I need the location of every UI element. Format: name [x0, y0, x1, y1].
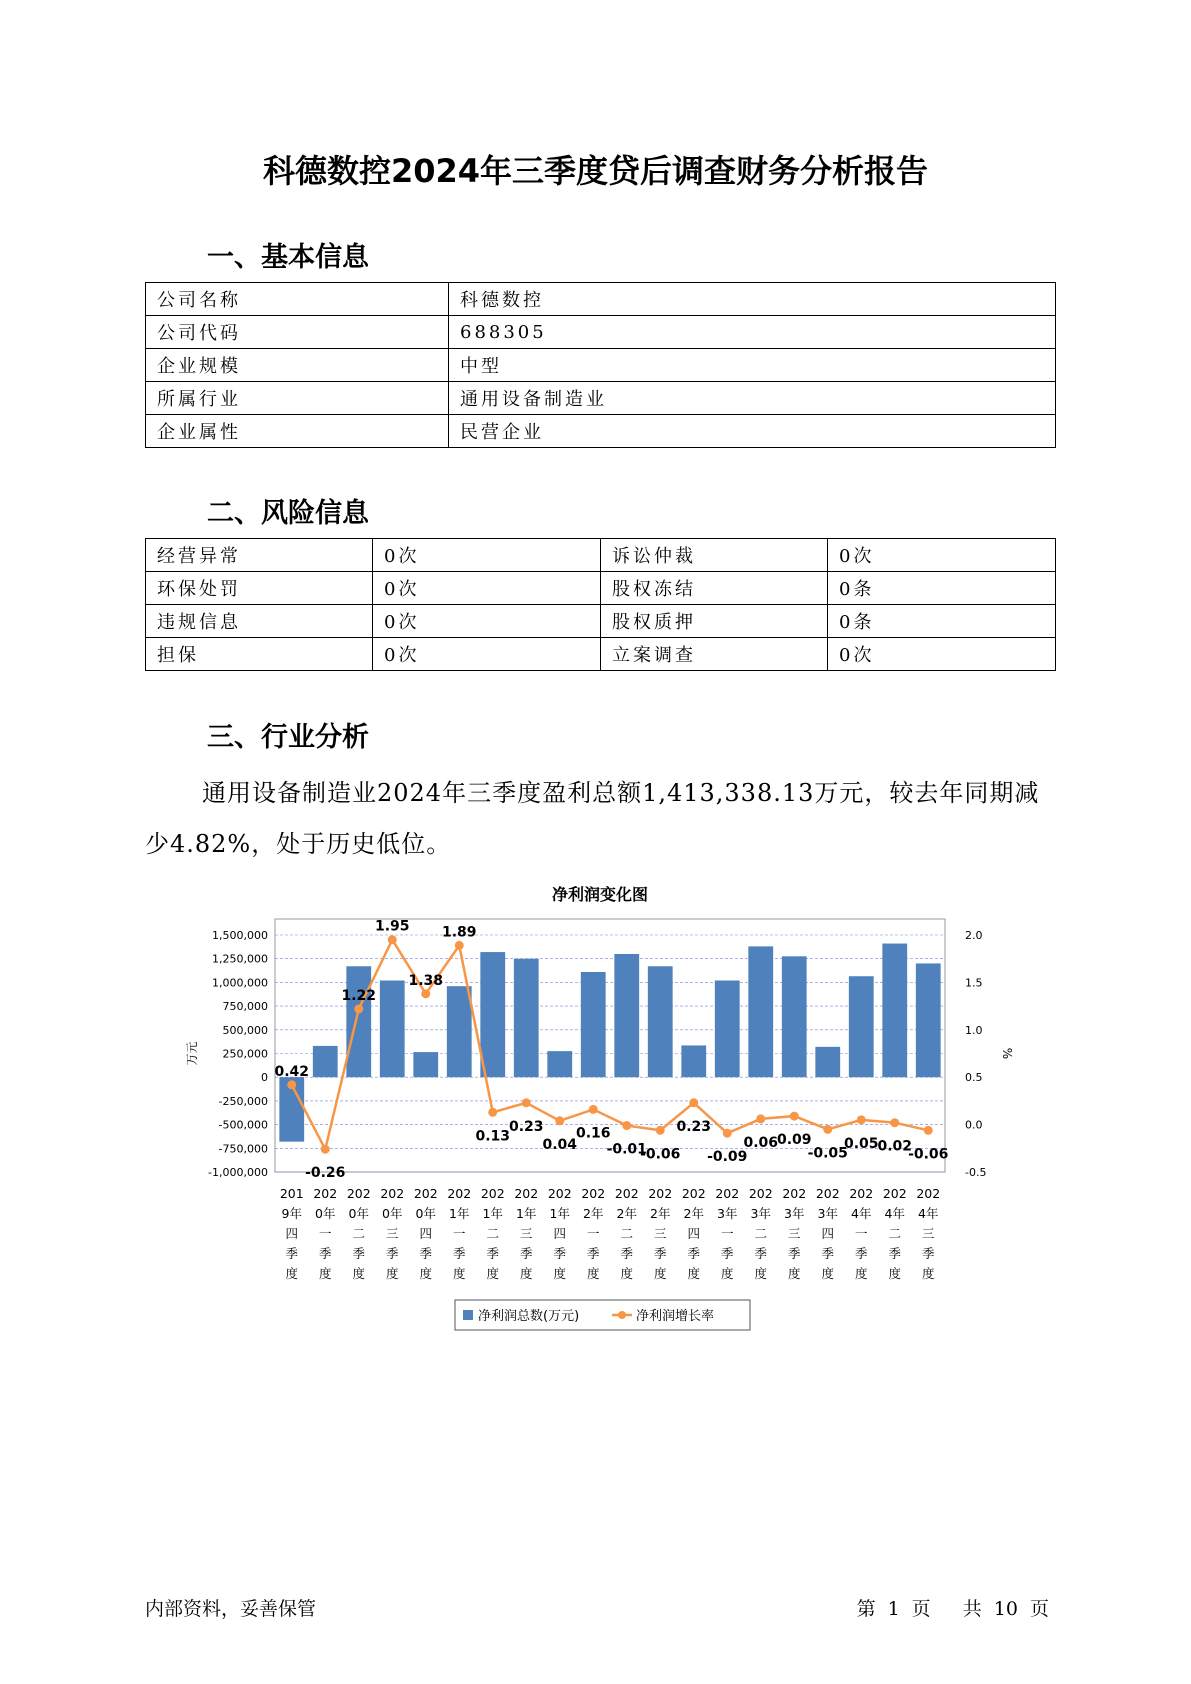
data-label: 0.13: [475, 1128, 511, 1145]
bar: [547, 1051, 572, 1077]
bar: [715, 981, 740, 1078]
value-cell: 0次: [828, 638, 1056, 671]
x-tick-label: 202 0年一季度: [313, 1186, 338, 1281]
y-tick-label: 1,250,000: [212, 952, 268, 966]
label-cell: 股权冻结: [601, 572, 828, 605]
growth-point: [790, 1112, 799, 1121]
label-cell: 公司代码: [146, 316, 449, 349]
y2-tick-label: 1.0: [965, 1023, 983, 1037]
growth-point: [622, 1121, 631, 1130]
growth-point: [455, 941, 464, 950]
y2-axis-label: %: [1000, 1047, 1014, 1060]
x-tick-label: 202 1年二季度: [480, 1186, 505, 1281]
table-row: [146, 349, 1056, 382]
value-cell: 中型: [449, 349, 1056, 382]
value-cell: 0次: [373, 539, 601, 572]
label-cell: 担保: [146, 638, 373, 671]
section-heading-risk: 二、风险信息: [207, 498, 369, 529]
value-cell: 688305: [449, 316, 1056, 349]
chart-title: 净利润变化图: [551, 885, 649, 904]
page-unit: 页: [911, 1598, 931, 1620]
data-label: 0.04: [542, 1136, 578, 1153]
label-cell: 经营异常: [146, 539, 373, 572]
growth-point: [522, 1098, 531, 1107]
x-tick-label: 202 2年四季度: [681, 1186, 706, 1281]
label-cell: 企业属性: [146, 415, 449, 448]
growth-point: [354, 1004, 363, 1013]
growth-point: [723, 1129, 732, 1138]
data-label: 0.09: [776, 1132, 812, 1149]
basic-info-table: [145, 282, 1056, 448]
y-axis-label: 万元: [185, 1041, 199, 1066]
label-cell: 诉讼仲裁: [601, 539, 828, 572]
y2-tick-label: -0.5: [965, 1166, 987, 1179]
data-label: 0.23: [508, 1118, 544, 1135]
growth-point: [488, 1108, 497, 1117]
label-cell: 环保处罚: [146, 572, 373, 605]
footer-confidential-note: 内部资料，妥善保管: [145, 1598, 317, 1620]
bar: [916, 963, 941, 1077]
data-label: -0.26: [305, 1165, 346, 1182]
bar: [815, 1047, 840, 1077]
x-tick-label: 202 0年二季度: [346, 1186, 371, 1281]
x-tick-label: 202 1年三季度: [514, 1186, 539, 1281]
table-row: [146, 316, 1056, 349]
page-num: 1: [887, 1598, 900, 1620]
growth-point: [689, 1098, 698, 1107]
y-tick-label: 1,000,000: [212, 976, 268, 990]
y-tick-label: -250,000: [218, 1094, 268, 1108]
x-tick-label: 202 0年三季度: [380, 1186, 405, 1281]
y-tick-label: 0: [261, 1071, 268, 1085]
x-tick-label: 202 3年三季度: [782, 1186, 807, 1281]
label-cell: 公司名称: [146, 283, 449, 316]
growth-point: [321, 1145, 330, 1154]
data-label: 0.16: [575, 1125, 611, 1142]
risk-info-table: [145, 538, 1056, 671]
bar: [782, 956, 807, 1077]
data-label: 0.02: [877, 1138, 913, 1155]
data-label: -0.09: [707, 1149, 748, 1166]
bar: [346, 966, 371, 1077]
industry-paragraph: 通用设备制造业2024年三季度盈利总额1,413,338.13万元，较去年同期减少4.82%，处于历史低位。: [145, 779, 1040, 858]
bar: [614, 954, 639, 1077]
table-row: [146, 283, 1056, 316]
data-label: 0.06: [743, 1134, 779, 1151]
legend-label-line: 净利润增长率: [636, 1309, 715, 1324]
data-label: -0.06: [908, 1146, 949, 1163]
y2-tick-label: 2.0: [965, 929, 983, 942]
value-cell: 民营企业: [449, 415, 1056, 448]
y2-tick-label: 0.0: [965, 1118, 983, 1132]
growth-point: [421, 989, 430, 998]
growth-point: [555, 1116, 564, 1125]
x-tick-label: 202 4年一季度: [849, 1186, 874, 1281]
label-cell: 企业规模: [146, 349, 449, 382]
x-tick-label: 202 3年四季度: [815, 1186, 840, 1281]
y-tick-label: -750,000: [218, 1142, 268, 1156]
growth-point: [857, 1115, 866, 1124]
total-prefix: 共: [962, 1598, 982, 1620]
y-tick-label: -1,000,000: [208, 1166, 268, 1179]
document-title: 科德数控2024年三季度贷后调查财务分析报告: [262, 152, 929, 190]
growth-point: [287, 1080, 296, 1089]
section-heading-basic: 一、基本信息: [207, 242, 369, 273]
value-cell: 0次: [373, 572, 601, 605]
y-tick-label: 250,000: [222, 1047, 268, 1061]
value-cell: 0次: [373, 605, 601, 638]
table-row: [146, 638, 1056, 671]
x-tick-label: 202 2年一季度: [581, 1186, 606, 1281]
data-label: 0.23: [676, 1118, 712, 1135]
data-label: -0.05: [807, 1145, 848, 1162]
value-cell: 0条: [828, 605, 1056, 638]
y2-tick-label: 0.5: [965, 1071, 983, 1085]
growth-point: [924, 1126, 933, 1135]
bar: [748, 946, 773, 1077]
bar: [380, 981, 405, 1078]
data-label: -0.06: [640, 1146, 681, 1163]
bar: [849, 976, 874, 1077]
x-tick-label: 202 2年二季度: [614, 1186, 639, 1281]
bar: [882, 944, 907, 1078]
x-tick-label: 202 2年三季度: [648, 1186, 673, 1281]
table-row: [146, 572, 1056, 605]
bar: [447, 986, 472, 1077]
value-cell: 0次: [828, 539, 1056, 572]
growth-point: [890, 1118, 899, 1127]
bar: [413, 1052, 438, 1077]
table-row: [146, 539, 1056, 572]
footer-page-number: [851, 1594, 1055, 1621]
value-cell: 0次: [373, 638, 601, 671]
data-label: 0.42: [274, 1063, 310, 1080]
x-tick-label: 202 1年四季度: [547, 1186, 572, 1281]
x-tick-label: 202 4年三季度: [916, 1186, 941, 1281]
label-cell: 所属行业: [146, 382, 449, 415]
x-tick-label: 202 1年一季度: [447, 1186, 472, 1281]
x-tick-label: 201 9年四季度: [279, 1186, 304, 1281]
total-unit: 页: [1029, 1598, 1049, 1620]
data-label: 1.89: [441, 924, 477, 941]
value-cell: 科德数控: [449, 283, 1056, 316]
section-heading-industry: 三、行业分析: [207, 722, 369, 753]
y-tick-label: -500,000: [218, 1118, 268, 1132]
y2-tick-label: 1.5: [965, 976, 983, 990]
growth-point: [388, 935, 397, 944]
data-label: 0.05: [843, 1135, 879, 1152]
page-prefix: 第: [856, 1598, 876, 1620]
label-cell: 违规信息: [146, 605, 373, 638]
legend-swatch-bar: [463, 1310, 473, 1320]
x-tick-label: 202 4年二季度: [882, 1186, 907, 1281]
label-cell: 立案调查: [601, 638, 828, 671]
net-profit-chart: [160, 880, 1014, 1340]
bar: [313, 1046, 338, 1077]
x-tick-label: 202 0年四季度: [413, 1186, 438, 1281]
x-tick-label: 202 3年二季度: [748, 1186, 773, 1281]
bar: [480, 952, 505, 1077]
y-tick-label: 750,000: [222, 1000, 268, 1014]
growth-point: [823, 1125, 832, 1134]
data-label: 1.95: [374, 918, 410, 935]
growth-point: [756, 1114, 765, 1123]
table-row: [146, 415, 1056, 448]
bar: [681, 1045, 706, 1077]
growth-point: [656, 1126, 665, 1135]
growth-point: [589, 1105, 598, 1114]
x-tick-label: 202 3年一季度: [715, 1186, 740, 1281]
data-label: -0.01: [606, 1141, 647, 1158]
data-label: 1.38: [408, 972, 444, 989]
y-tick-label: 1,500,000: [212, 929, 268, 942]
bar: [514, 959, 539, 1077]
label-cell: 股权质押: [601, 605, 828, 638]
table-row: [146, 382, 1056, 415]
bar: [648, 966, 673, 1077]
y-tick-label: 500,000: [222, 1023, 268, 1037]
legend-swatch-point: [618, 1311, 626, 1319]
legend-label-bar: 净利润总数(万元): [478, 1309, 580, 1324]
table-row: [146, 605, 1056, 638]
value-cell: 通用设备制造业: [449, 382, 1056, 415]
value-cell: 0条: [828, 572, 1056, 605]
bar: [581, 972, 606, 1077]
total-num: 10: [993, 1598, 1018, 1620]
data-label: 1.22: [341, 987, 377, 1004]
